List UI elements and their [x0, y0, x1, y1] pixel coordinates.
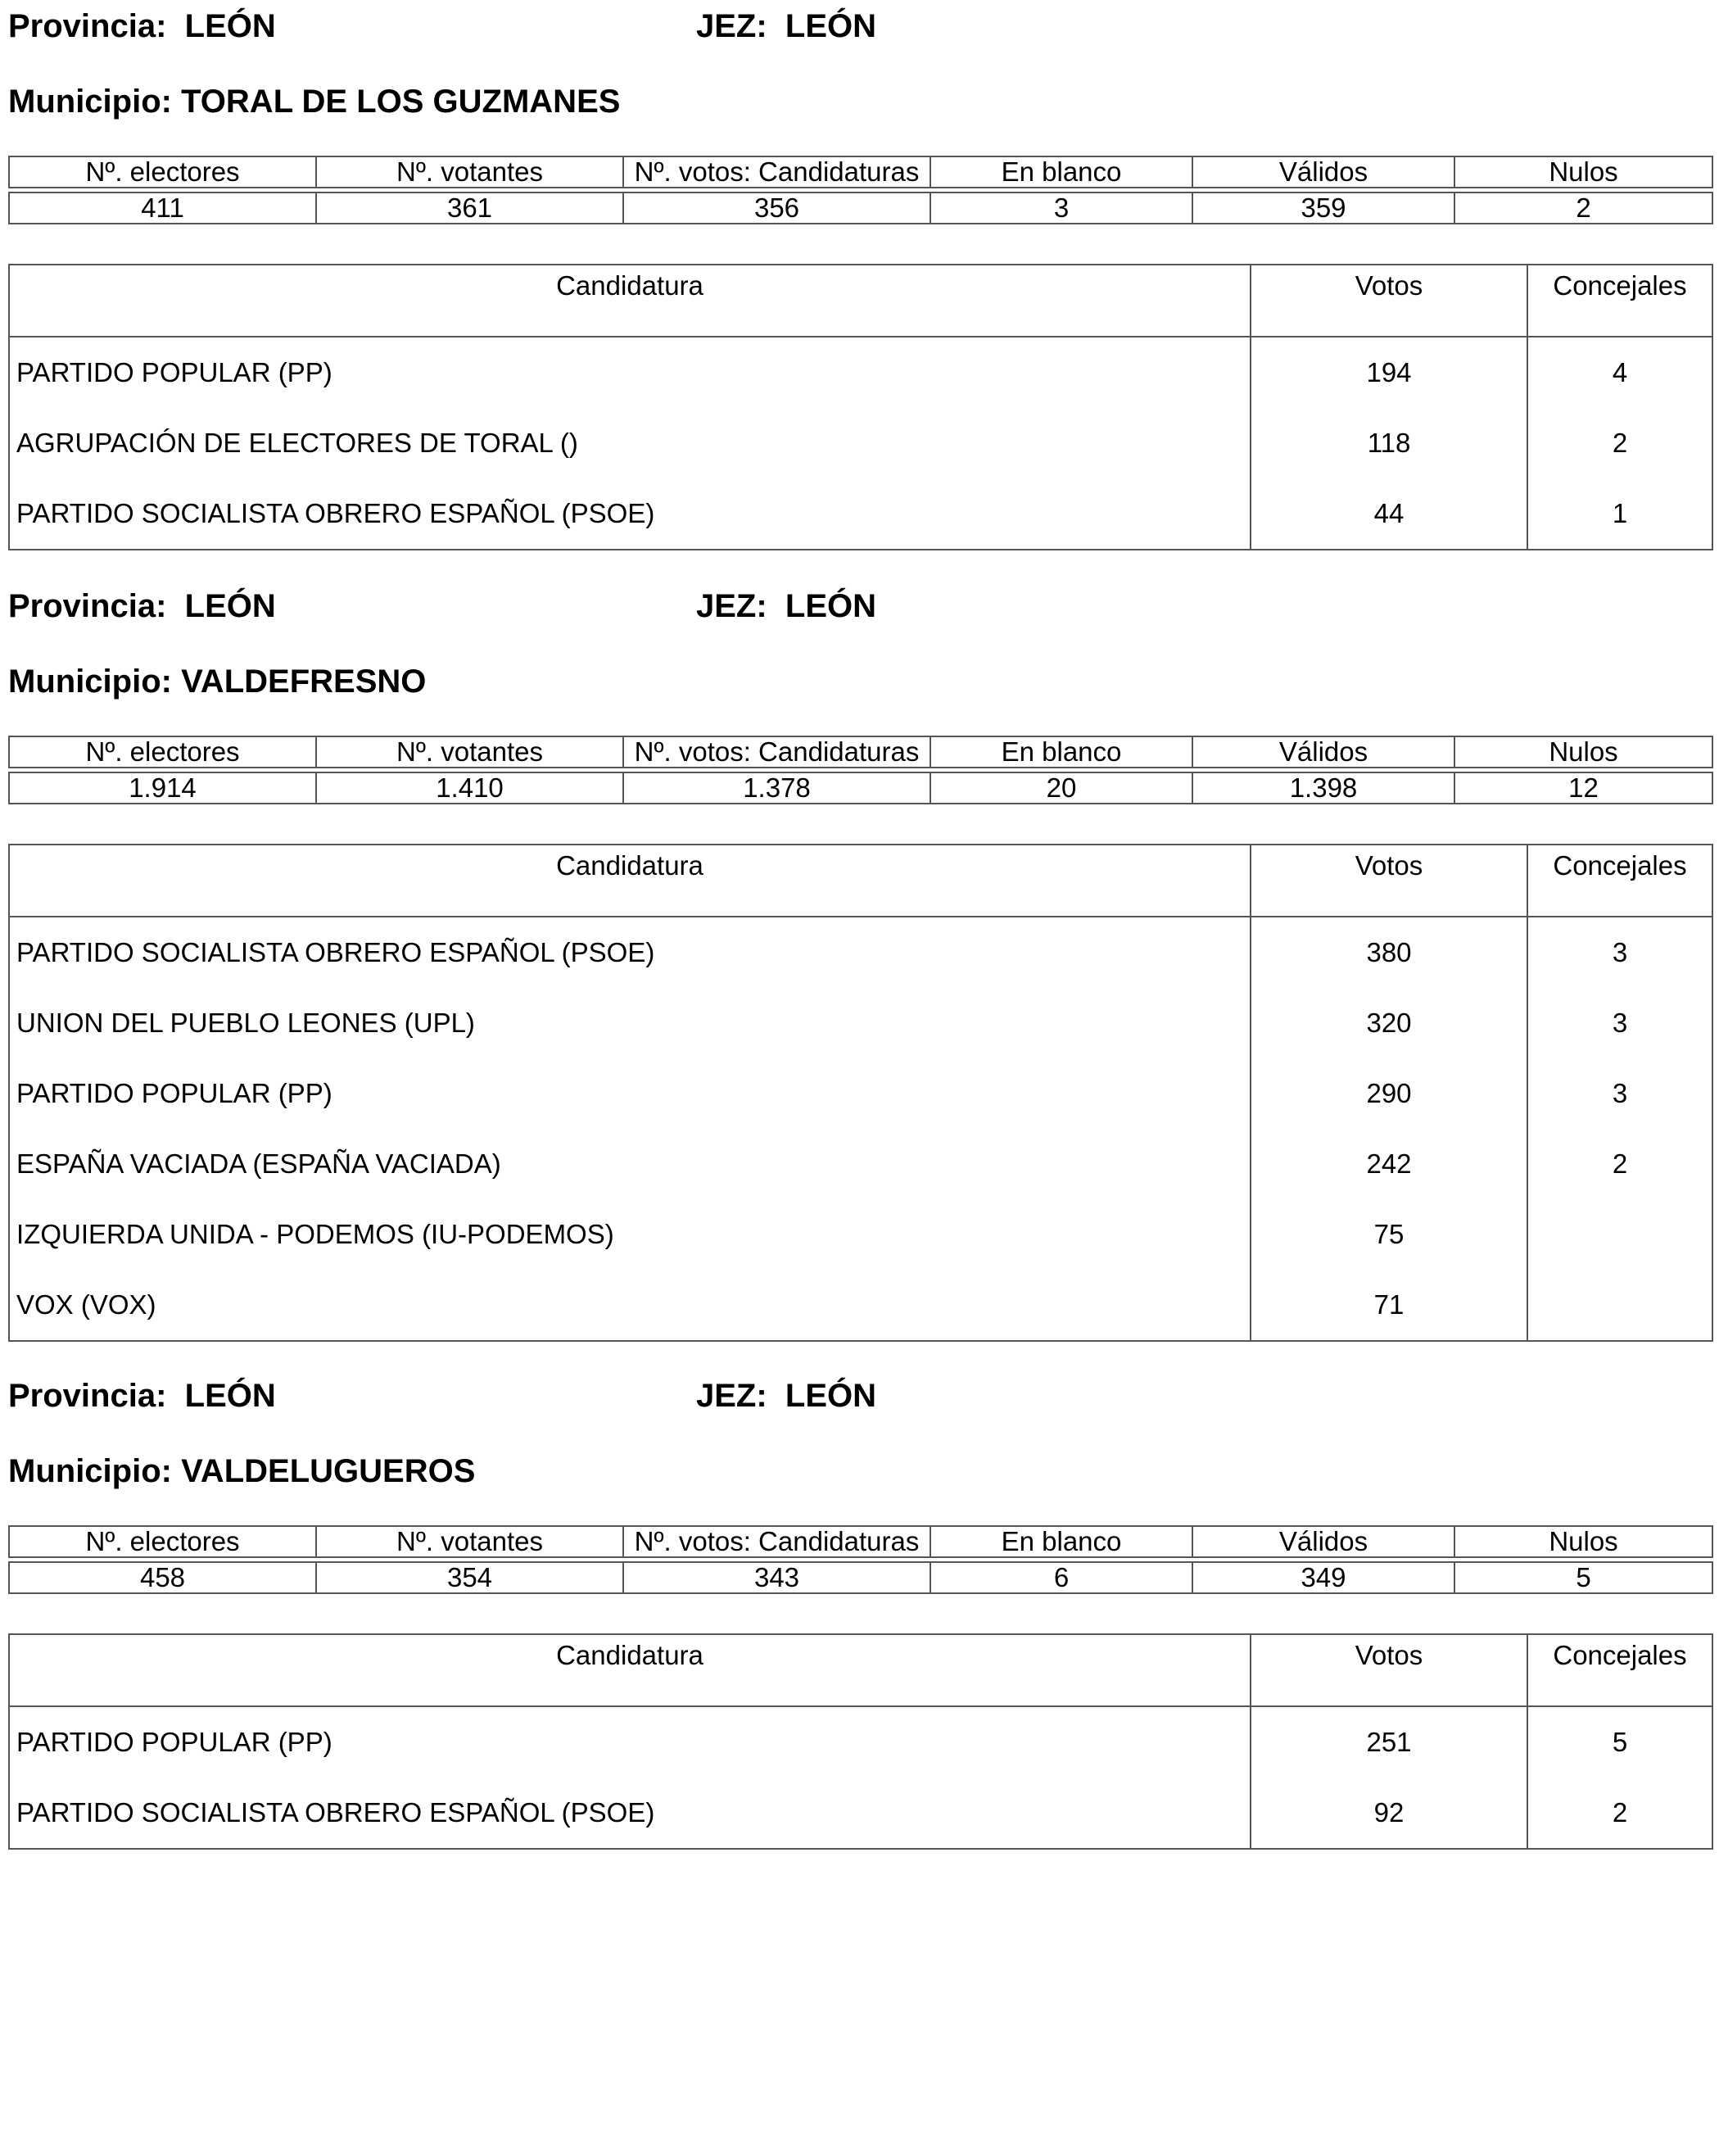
municipio-value: VALDELUGUEROS — [181, 1453, 476, 1489]
jez-heading — [696, 587, 876, 626]
jez-label: JEZ: — [696, 588, 767, 624]
concejales-header: Concejales — [1527, 1634, 1712, 1706]
candidate-votes: 71 — [1251, 1270, 1527, 1341]
candidate-name: PARTIDO POPULAR (PP) — [9, 1058, 1251, 1129]
candidate-row — [9, 917, 1712, 988]
municipio-label: Municipio: — [8, 664, 172, 700]
municipio-label: Municipio: — [8, 1453, 172, 1489]
summary-value-cell: 349 — [1192, 1562, 1454, 1593]
candidate-votes: 75 — [1251, 1199, 1527, 1270]
summary-value-cell: 354 — [316, 1562, 623, 1593]
provincia-label: Provincia: — [8, 1378, 167, 1414]
candidate-row — [9, 337, 1712, 408]
jez-heading — [696, 1376, 876, 1415]
candidate-votes: 92 — [1251, 1778, 1527, 1849]
municipality-block — [0, 1370, 1719, 2156]
candidatura-header: Candidatura — [9, 1634, 1251, 1706]
candidate-seats: 3 — [1612, 937, 1628, 967]
summary-header-row — [9, 156, 1712, 188]
candidate-row — [9, 988, 1712, 1058]
candidate-row — [9, 408, 1712, 478]
summary-header-cell: Nulos — [1454, 1526, 1712, 1557]
summary-value-cell: 2 — [1454, 192, 1712, 224]
candidate-name: PARTIDO SOCIALISTA OBRERO ESPAÑOL (PSOE) — [9, 478, 1251, 550]
votos-header: Votos — [1251, 1634, 1527, 1706]
candidate-row — [9, 1270, 1712, 1341]
candidate-seats — [1527, 1270, 1712, 1341]
summary-header-cell: Válidos — [1192, 1526, 1454, 1557]
summary-header-cell: Nº. votos: Candidaturas — [623, 156, 930, 188]
candidate-votes: 290 — [1251, 1058, 1527, 1129]
summary-header-cell: Nº. votos: Candidaturas — [623, 1526, 930, 1557]
candidate-name: PARTIDO POPULAR (PP) — [9, 1706, 1251, 1778]
summary-header-cell: Nº. votos: Candidaturas — [623, 736, 930, 768]
candidates-header-row — [9, 265, 1712, 337]
candidates-table — [8, 264, 1713, 550]
candidates-table — [8, 1633, 1713, 1850]
provincia-label: Provincia: — [8, 8, 167, 44]
provincia-heading — [8, 587, 276, 626]
municipio-value: VALDEFRESNO — [181, 664, 427, 700]
candidatura-header: Candidatura — [9, 265, 1251, 337]
summary-header-cell: Válidos — [1192, 156, 1454, 188]
concejales-header: Concejales — [1527, 845, 1712, 917]
votos-header: Votos — [1251, 265, 1527, 337]
summary-value-cell: 411 — [9, 192, 316, 224]
candidate-votes: 118 — [1251, 408, 1527, 478]
candidate-seats: 1 — [1612, 498, 1628, 528]
summary-header-cell: Nº. votantes — [316, 1526, 623, 1557]
jez-label: JEZ: — [696, 8, 767, 44]
candidate-seats: 4 — [1612, 357, 1628, 387]
summary-value-cell: 1.398 — [1192, 772, 1454, 804]
summary-table — [8, 1525, 1713, 1594]
candidate-votes: 44 — [1251, 478, 1527, 550]
provincia-value: LEÓN — [184, 1378, 276, 1414]
summary-value-cell: 356 — [623, 192, 930, 224]
provincia-label: Provincia: — [8, 588, 167, 624]
votos-header: Votos — [1251, 845, 1527, 917]
municipio-value: TORAL DE LOS GUZMANES — [181, 84, 621, 120]
municipio-heading — [8, 662, 426, 701]
summary-header-cell: Nº. electores — [9, 736, 316, 768]
municipio-heading — [8, 82, 620, 121]
candidates-table — [8, 844, 1713, 1342]
candidate-row — [9, 1778, 1712, 1849]
candidate-name: VOX (VOX) — [9, 1270, 1251, 1341]
candidate-seats: 3 — [1612, 1078, 1628, 1108]
jez-label: JEZ: — [696, 1378, 767, 1414]
jez-value: LEÓN — [785, 588, 877, 624]
candidate-row — [9, 1129, 1712, 1199]
candidate-votes: 380 — [1251, 917, 1527, 988]
summary-header-cell: Nº. electores — [9, 156, 316, 188]
jez-heading — [696, 7, 876, 46]
municipality-block — [0, 580, 1719, 1366]
summary-value-cell: 20 — [930, 772, 1192, 804]
candidate-seats: 5 — [1612, 1727, 1628, 1757]
summary-header-cell: Nº. votantes — [316, 736, 623, 768]
summary-value-cell: 6 — [930, 1562, 1192, 1593]
candidate-name: AGRUPACIÓN DE ELECTORES DE TORAL () — [9, 408, 1251, 478]
jez-value: LEÓN — [785, 8, 877, 44]
summary-header-cell: En blanco — [930, 1526, 1192, 1557]
candidate-name: PARTIDO SOCIALISTA OBRERO ESPAÑOL (PSOE) — [9, 1778, 1251, 1849]
candidate-seats: 2 — [1612, 1797, 1628, 1828]
summary-value-cell: 12 — [1454, 772, 1712, 804]
candidate-name: UNION DEL PUEBLO LEONES (UPL) — [9, 988, 1251, 1058]
summary-value-cell: 1.914 — [9, 772, 316, 804]
candidate-name: PARTIDO SOCIALISTA OBRERO ESPAÑOL (PSOE) — [9, 917, 1251, 988]
candidate-seats — [1527, 1199, 1712, 1270]
candidate-row — [9, 1199, 1712, 1270]
summary-value-cell: 361 — [316, 192, 623, 224]
candidate-seats: 2 — [1612, 428, 1628, 458]
summary-header-cell: Nulos — [1454, 156, 1712, 188]
summary-value-cell: 1.410 — [316, 772, 623, 804]
candidates-header-row — [9, 845, 1712, 917]
candidate-name: IZQUIERDA UNIDA - PODEMOS (IU-PODEMOS) — [9, 1199, 1251, 1270]
summary-value-row — [9, 192, 1712, 224]
summary-value-row — [9, 1562, 1712, 1593]
summary-table — [8, 156, 1713, 224]
candidate-name: PARTIDO POPULAR (PP) — [9, 337, 1251, 408]
summary-value-cell: 458 — [9, 1562, 316, 1593]
summary-table — [8, 736, 1713, 804]
candidate-votes: 320 — [1251, 988, 1527, 1058]
summary-header-row — [9, 736, 1712, 768]
summary-value-cell: 5 — [1454, 1562, 1712, 1593]
candidate-row — [9, 1058, 1712, 1129]
summary-header-cell: Nº. votantes — [316, 156, 623, 188]
summary-value-cell: 343 — [623, 1562, 930, 1593]
provincia-heading — [8, 7, 276, 46]
municipio-heading — [8, 1452, 475, 1491]
provincia-heading — [8, 1376, 276, 1415]
summary-value-cell: 1.378 — [623, 772, 930, 804]
candidatura-header: Candidatura — [9, 845, 1251, 917]
summary-value-cell: 3 — [930, 192, 1192, 224]
summary-header-cell: En blanco — [930, 156, 1192, 188]
concejales-header: Concejales — [1527, 265, 1712, 337]
candidate-row — [9, 478, 1712, 550]
candidate-votes: 251 — [1251, 1706, 1527, 1778]
summary-value-row — [9, 772, 1712, 804]
municipio-label: Municipio: — [8, 84, 172, 120]
summary-header-row — [9, 1526, 1712, 1557]
candidate-name: ESPAÑA VACIADA (ESPAÑA VACIADA) — [9, 1129, 1251, 1199]
provincia-value: LEÓN — [184, 588, 276, 624]
summary-header-cell: Válidos — [1192, 736, 1454, 768]
summary-header-cell: En blanco — [930, 736, 1192, 768]
summary-header-cell: Nº. electores — [9, 1526, 316, 1557]
summary-value-cell: 359 — [1192, 192, 1454, 224]
candidate-votes: 242 — [1251, 1129, 1527, 1199]
provincia-value: LEÓN — [184, 8, 276, 44]
jez-value: LEÓN — [785, 1378, 877, 1414]
candidate-votes: 194 — [1251, 337, 1527, 408]
candidate-seats: 2 — [1612, 1148, 1628, 1179]
candidates-header-row — [9, 1634, 1712, 1706]
candidate-seats: 3 — [1612, 1008, 1628, 1038]
summary-header-cell: Nulos — [1454, 736, 1712, 768]
candidate-row — [9, 1706, 1712, 1778]
